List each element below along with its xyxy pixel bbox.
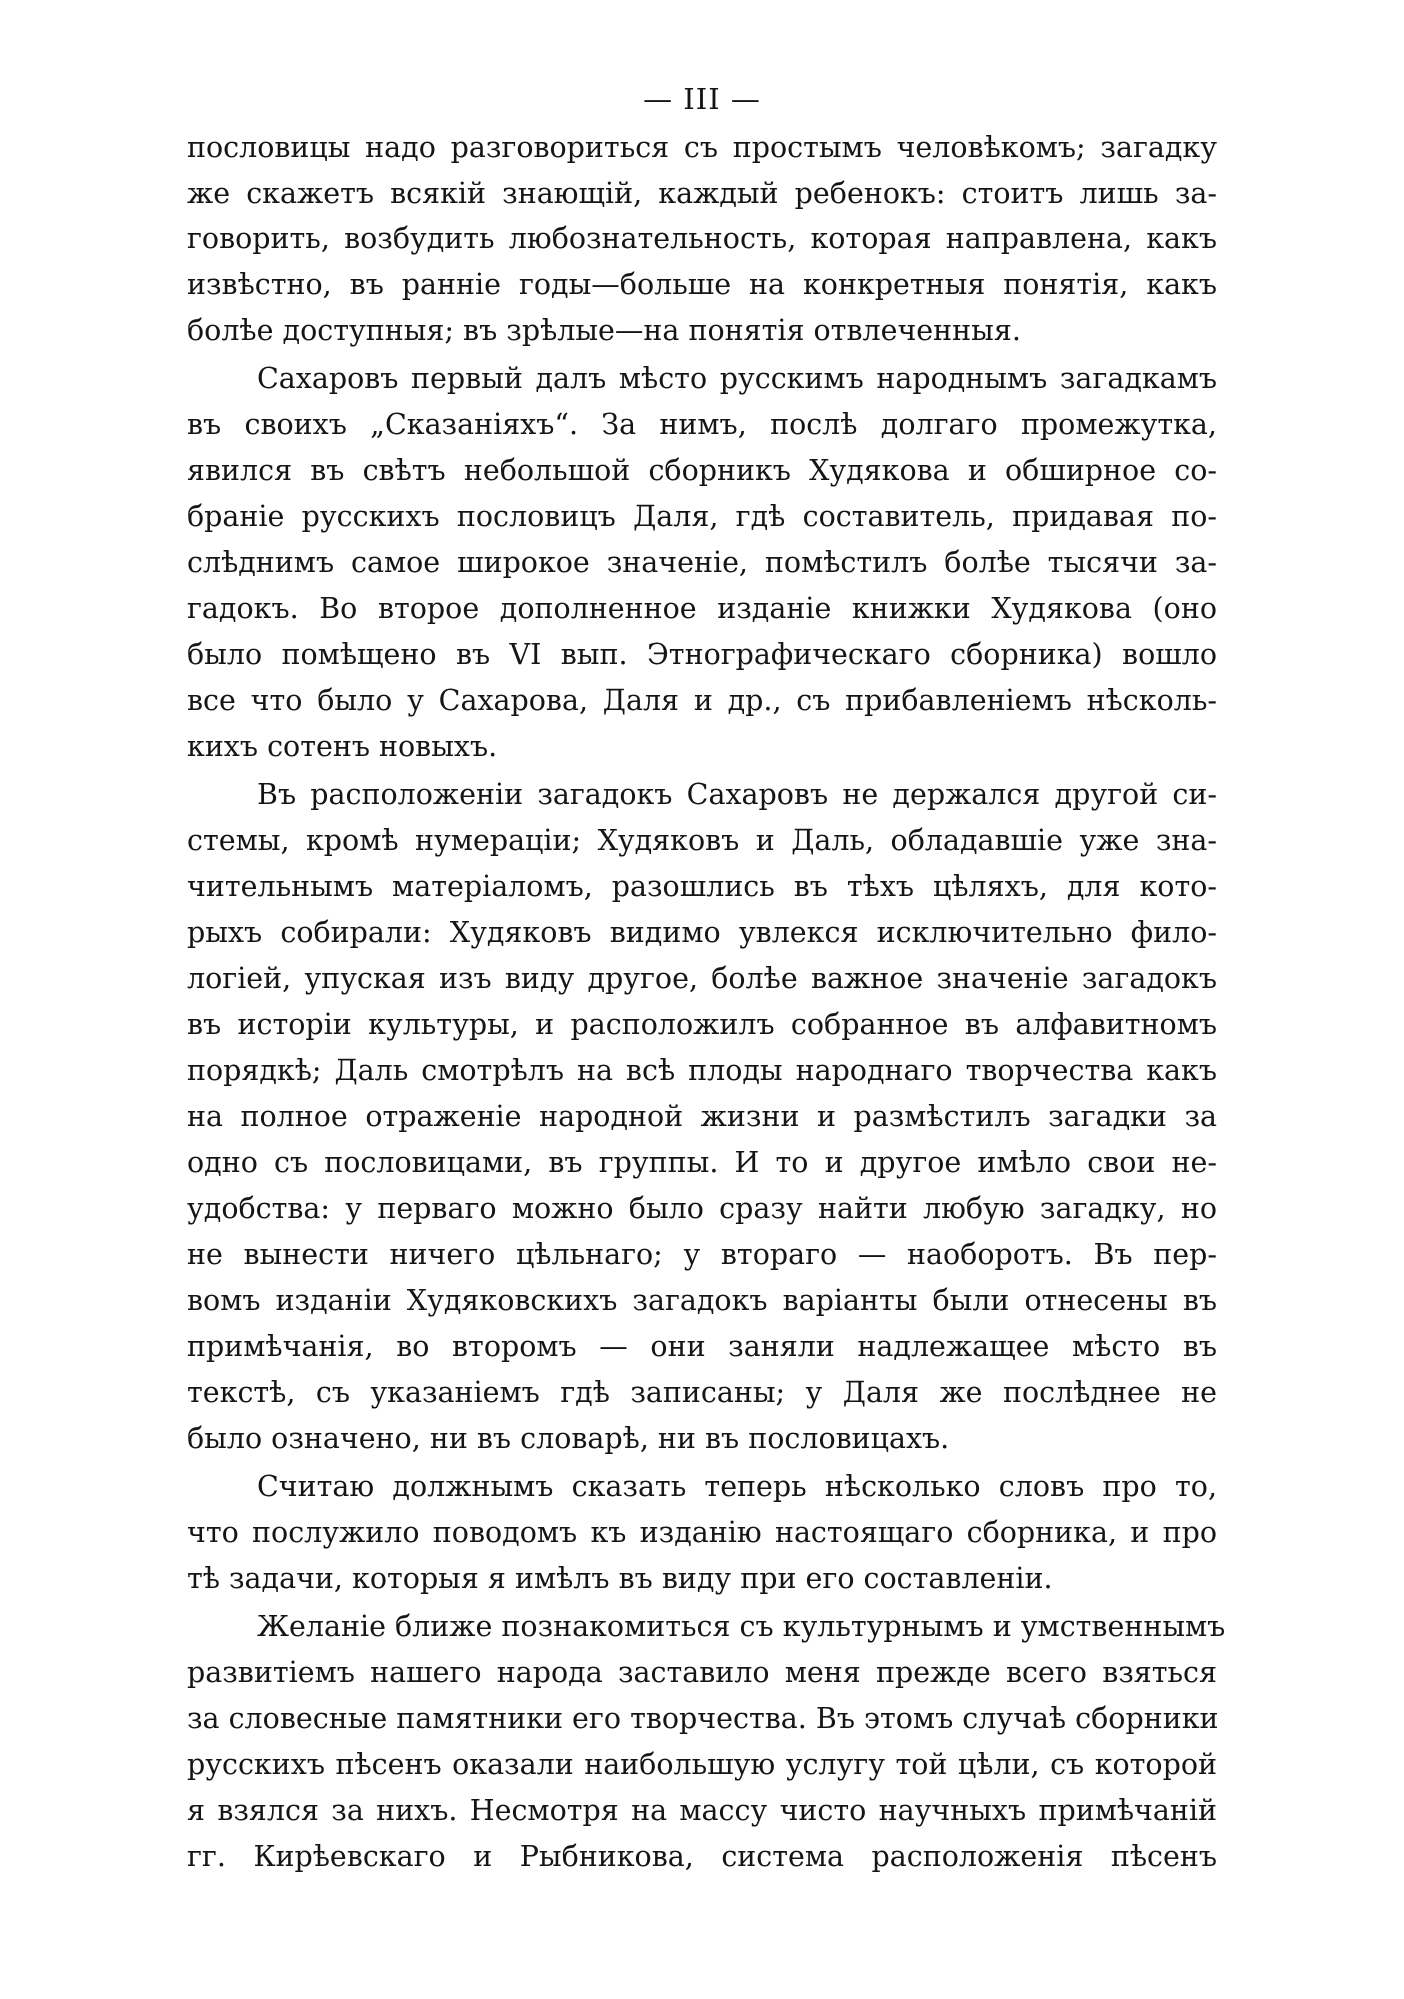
text-line: одно съ пословицами, въ группы. И то и другое имѣло свои не-: [187, 1146, 1217, 1179]
text-line: тѣ задачи, которыя я имѣлъ въ виду при его составленіи.: [187, 1562, 1053, 1595]
text-line: въ своихъ „Сказаніяхъ“. За нимъ, послѣ долгаго промежутка,: [187, 408, 1217, 441]
text-line: браніе русскихъ пословицъ Даля, гдѣ составитель, придавая по-: [187, 500, 1217, 533]
text-line: текстѣ, съ указаніемъ гдѣ записаны; у Даля же послѣднее не: [187, 1376, 1217, 1409]
text-line: гг. Кирѣевскаго и Рыбникова, система расположенія пѣсенъ: [187, 1840, 1217, 1873]
text-line: вомъ изданіи Худяковскихъ загадокъ варіанты были отнесены въ: [187, 1284, 1217, 1317]
text-line: кихъ сотенъ новыхъ.: [187, 730, 498, 763]
text-line: русскихъ пѣсенъ оказали наибольшую услугу той цѣли, съ которой: [187, 1748, 1217, 1781]
text-line: не вынести ничего цѣльнаго; у втораго — наоборотъ. Въ пер-: [187, 1238, 1217, 1271]
text-line: логіей, упуская изъ виду другое, болѣе важное значеніе загадокъ: [187, 962, 1217, 995]
text-line: же скажетъ всякій знающій, каждый ребенокъ: стоитъ лишь за-: [187, 177, 1217, 210]
text-line: развитіемъ нашего народа заставило меня прежде всего взяться: [187, 1656, 1217, 1689]
text-line: болѣе доступныя; въ зрѣлые—на понятія отвлеченныя.: [187, 314, 1021, 347]
text-line: слѣднимъ самое широкое значеніе, помѣстилъ болѣе тысячи за-: [187, 546, 1217, 579]
text-line: явился въ свѣтъ небольшой сборникъ Худякова и обширное со-: [187, 454, 1217, 487]
text-line: Желаніе ближе познакомиться съ культурнымъ и умственнымъ: [257, 1610, 1226, 1643]
text-line: Считаю должнымъ сказать теперь нѣсколько словъ про то,: [257, 1470, 1217, 1503]
text-line: примѣчанія, во второмъ — они заняли надлежащее мѣсто въ: [187, 1330, 1217, 1363]
text-line: на полное отраженіе народной жизни и размѣстилъ загадки за: [187, 1100, 1217, 1133]
text-line: чительнымъ матеріаломъ, разошлись въ тѣхъ цѣляхъ, для кото-: [187, 870, 1217, 903]
text-line: въ исторіи культуры, и расположилъ собранное въ алфавитномъ: [187, 1008, 1217, 1041]
text-line: было помѣщено въ VI вып. Этнографическаго сборника) вошло: [187, 638, 1217, 671]
text-line: Въ расположеніи загадокъ Сахаровъ не держался другой си-: [257, 778, 1217, 811]
text-line: что послужило поводомъ къ изданію настоящаго сборника, и про: [187, 1516, 1217, 1549]
text-line: было означено, ни въ словарѣ, ни въ пословицахъ.: [187, 1422, 950, 1455]
text-line: за словесные памятники его творчества. Въ этомъ случаѣ сборники: [187, 1702, 1219, 1735]
text-line: пословицы надо разговориться съ простымъ человѣкомъ; загадку: [187, 131, 1217, 164]
text-line: стемы, кромѣ нумераціи; Худяковъ и Даль, обладавшіе уже зна-: [187, 824, 1217, 857]
text-line: Сахаровъ первый далъ мѣсто русскимъ народнымъ загадкамъ: [257, 362, 1217, 395]
page-number: — III —: [643, 82, 761, 116]
text-line: рыхъ собирали: Худяковъ видимо увлекся исключительно фило-: [187, 916, 1217, 949]
text-line: все что было у Сахарова, Даля и др., съ прибавленіемъ нѣсколь-: [187, 684, 1217, 717]
text-line: удобства: у перваго можно было сразу найти любую загадку, но: [187, 1192, 1217, 1225]
text-line: говорить, возбудить любознательность, которая направлена, какъ: [187, 222, 1217, 255]
text-line: порядкѣ; Даль смотрѣлъ на всѣ плоды народнаго творчества какъ: [187, 1054, 1217, 1087]
text-line: извѣстно, въ ранніе годы—больше на конкретныя понятія, какъ: [187, 268, 1217, 301]
text-line: гадокъ. Во второе дополненное изданіе книжки Худякова (оно: [187, 592, 1217, 625]
text-line: я взялся за нихъ. Несмотря на массу чисто научныхъ примѣчаній: [187, 1794, 1217, 1827]
